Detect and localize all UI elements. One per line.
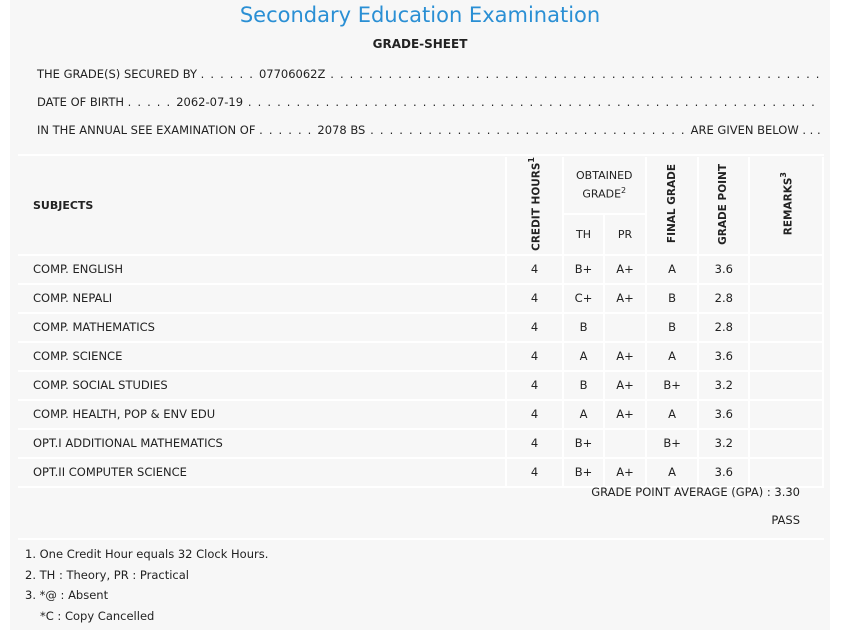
th-grade-cell: A <box>563 400 605 429</box>
pr-grade-cell <box>604 313 646 342</box>
pr-header: PR <box>604 214 646 255</box>
pr-grade-cell: A+ <box>604 255 646 284</box>
gpa-line <box>591 485 800 499</box>
th-grade-cell: B <box>563 313 605 342</box>
footnote-2: 2. TH : Theory, PR : Practical <box>25 567 189 582</box>
subject-cell: COMP. SOCIAL STUDIES <box>18 371 506 400</box>
table-top-rule <box>18 154 824 156</box>
subject-cell: COMP. SCIENCE <box>18 342 506 371</box>
grade-rows <box>18 255 823 487</box>
subject-cell: OPT.I ADDITIONAL MATHEMATICS <box>18 429 506 458</box>
final-grade-header: FINAL GRADE <box>646 157 699 255</box>
exam-line: IN THE ANNUAL SEE EXAMINATION OF . . . . . . 2078 BS . . . . . . . . . . . . . . . . . . . . . . . . . . . . . . . . . ARE GIVEN BELOW . . . <box>37 123 821 137</box>
credit-hours-header: CREDIT HOURS$^1$ <box>506 157 562 255</box>
th-grade-cell: B+ <box>563 255 605 284</box>
subject-cell: COMP. MATHEMATICS <box>18 313 506 342</box>
obtained-grade-header: OBTAINED GRADE$^2$ <box>563 157 646 214</box>
credit-hours-cell: 4 <box>506 313 562 342</box>
dob-value: 2062-07-19 <box>176 95 244 109</box>
remarks-header: REMARKS$^3$ <box>749 157 823 255</box>
final-grade-cell: A <box>646 400 699 429</box>
final-grade-cell: B <box>646 284 699 313</box>
footnote-1: 1. One Credit Hour equals 32 Clock Hours. <box>25 547 269 561</box>
grade-point-cell: 3.6 <box>698 255 749 284</box>
table-row <box>18 371 823 400</box>
table-row <box>18 342 823 371</box>
table-row <box>18 400 823 429</box>
grade-point-cell: 3.6 <box>698 342 749 371</box>
final-grade-cell: B <box>646 313 699 342</box>
dob-line: DATE OF BIRTH . . . . . 2062-07-19 . . . . . . . . . . . . . . . . . . . . . . . . . . . . . . . . . . . . . . . . . . . . . . . . . . . . . . . . . . . <box>37 95 817 109</box>
symbol-line: THE GRADE(S) SECURED BY . . . . . . 07706062Z . . . . . . . . . . . . . . . . . . . . . . . . . . . . . . . . . . . . . . . . . . . . . . . . . . . <box>37 67 821 81</box>
gpa-label: GRADE POINT AVERAGE (GPA) : <box>591 485 771 499</box>
credit-hours-cell: 4 <box>506 255 562 284</box>
remarks-cell <box>749 342 823 371</box>
final-grade-cell: A <box>646 458 699 487</box>
credit-hours-cell: 4 <box>506 371 562 400</box>
grade-point-cell: 3.2 <box>698 371 749 400</box>
pr-grade-cell: A+ <box>604 400 646 429</box>
notes-divider <box>18 538 824 540</box>
page-title: Secondary Education Examination <box>239 3 601 27</box>
footnote-4: *C : Copy Cancelled <box>40 608 155 623</box>
result-status: PASS <box>771 513 800 527</box>
subject-cell: OPT.II COMPUTER SCIENCE <box>18 458 506 487</box>
grade-point-header: GRADE POINT <box>698 157 749 255</box>
footnotes <box>25 544 268 626</box>
sheet-subtitle: GRADE-SHEET <box>372 37 468 51</box>
pr-grade-cell <box>604 429 646 458</box>
table-row <box>18 429 823 458</box>
credit-hours-cell: 4 <box>506 342 562 371</box>
remarks-cell <box>749 313 823 342</box>
exam-year: 2078 BS <box>317 123 366 137</box>
pr-grade-cell: A+ <box>604 342 646 371</box>
final-grade-cell: B+ <box>646 429 699 458</box>
th-grade-cell: A <box>563 342 605 371</box>
table-row <box>18 458 823 487</box>
remarks-cell <box>749 400 823 429</box>
th-grade-cell: B <box>563 371 605 400</box>
remarks-cell <box>749 429 823 458</box>
remarks-cell <box>749 458 823 487</box>
grades-label: THE GRADE(S) SECURED BY <box>37 67 198 81</box>
symbol-number: 07706062Z <box>258 67 326 81</box>
dob-label: DATE OF BIRTH <box>37 95 125 109</box>
remarks-cell <box>749 371 823 400</box>
th-grade-cell: B+ <box>563 458 605 487</box>
footnote-3: 3. *@ : Absent <box>25 588 109 602</box>
exam-suffix: ARE GIVEN BELOW . . . <box>690 123 821 137</box>
table-row <box>18 255 823 284</box>
grade-point-cell: 3.6 <box>698 458 749 487</box>
subject-cell: COMP. HEALTH, POP & ENV EDU <box>18 400 506 429</box>
th-header: TH <box>563 214 605 255</box>
grade-point-cell: 3.6 <box>698 400 749 429</box>
credit-hours-cell: 4 <box>506 284 562 313</box>
th-grade-cell: C+ <box>563 284 605 313</box>
final-grade-cell: B+ <box>646 371 699 400</box>
subject-cell: COMP. ENGLISH <box>18 255 506 284</box>
grade-point-cell: 3.2 <box>698 429 749 458</box>
pr-grade-cell: A+ <box>604 371 646 400</box>
pr-grade-cell: A+ <box>604 458 646 487</box>
subjects-header: SUBJECTS <box>18 157 506 255</box>
grade-sheet <box>10 0 830 630</box>
grades-table-wrap <box>18 157 824 480</box>
grade-point-cell: 2.8 <box>698 284 749 313</box>
grades-table <box>18 157 824 488</box>
pr-grade-cell: A+ <box>604 284 646 313</box>
remarks-cell <box>749 284 823 313</box>
credit-hours-cell: 4 <box>506 429 562 458</box>
final-grade-cell: A <box>646 342 699 371</box>
table-row <box>18 284 823 313</box>
table-row <box>18 313 823 342</box>
grade-point-cell: 2.8 <box>698 313 749 342</box>
credit-hours-cell: 4 <box>506 458 562 487</box>
subject-cell: COMP. NEPALI <box>18 284 506 313</box>
th-grade-cell: B+ <box>563 429 605 458</box>
gpa-value: 3.30 <box>774 485 800 499</box>
credit-hours-cell: 4 <box>506 400 562 429</box>
remarks-cell <box>749 255 823 284</box>
final-grade-cell: A <box>646 255 699 284</box>
exam-label: IN THE ANNUAL SEE EXAMINATION OF <box>37 123 256 137</box>
